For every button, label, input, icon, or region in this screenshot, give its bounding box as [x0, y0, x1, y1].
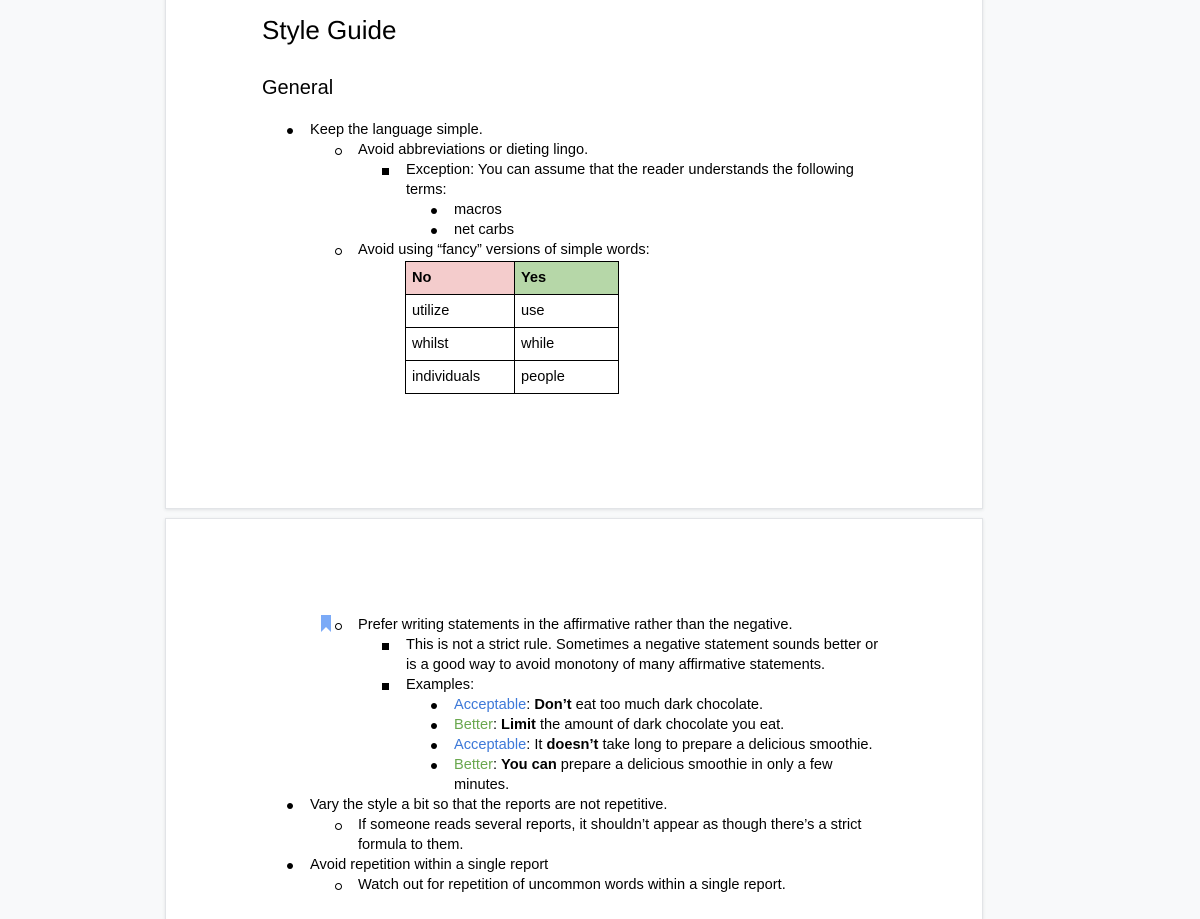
bookmark-icon[interactable] [321, 615, 331, 632]
example-item [454, 715, 784, 735]
bullet-square-icon [382, 635, 389, 655]
table-header-no: No [406, 262, 515, 295]
list-item: Examples: [406, 677, 475, 693]
bullet-circle-icon [335, 140, 342, 160]
list-item: If someone reads several reports, it shouldn’t appear as though there’s a strict [358, 817, 862, 833]
example-item [454, 695, 763, 715]
example-post: eat too much dark chocolate. [571, 697, 764, 713]
table-cell: individuals [406, 361, 515, 394]
list-item: This is not a strict rule. Sometimes a negative statement sounds better or [406, 637, 879, 653]
example-bold: Don’t [534, 697, 572, 713]
document-page-1 [166, 0, 982, 508]
separator: : [526, 737, 535, 753]
section-heading-general: General [262, 77, 334, 99]
better-label: Better [454, 757, 493, 773]
list-item: Exception: You can assume that the reader understands the following [406, 162, 854, 178]
better-label: Better [454, 717, 493, 733]
example-pre: It [534, 737, 547, 753]
bullet-disc-icon [287, 120, 293, 140]
list-item: Avoid repetition within a single report [310, 857, 549, 873]
list-item: Avoid abbreviations or dieting lingo. [358, 142, 589, 158]
example-bold: doesn’t [546, 737, 599, 753]
separator: : [492, 717, 502, 733]
example-continuation: minutes. [454, 777, 510, 793]
list-item: Keep the language simple. [310, 122, 483, 138]
separator: : [492, 757, 502, 773]
bullet-square-icon [382, 160, 389, 180]
list-item-continuation: is a good way to avoid monotony of many affirmative statements. [406, 657, 826, 673]
example-post: the amount of dark chocolate you eat. [535, 717, 785, 733]
example-bold: Limit [501, 717, 536, 733]
table-header-yes: Yes [515, 262, 619, 295]
table-header-row [406, 262, 619, 295]
example-item [454, 755, 833, 775]
bullet-circle-icon [335, 615, 342, 635]
list-item: Avoid using “fancy” versions of simple words: [358, 242, 650, 258]
bullet-square-icon [382, 675, 389, 695]
bullet-circle-icon [335, 875, 342, 895]
example-bold: You can [501, 757, 557, 773]
table-row [406, 361, 619, 394]
list-item: Vary the style a bit so that the reports are not repetitive. [310, 797, 668, 813]
example-item [454, 735, 873, 755]
list-item: net carbs [454, 222, 515, 238]
table-cell: use [515, 295, 619, 328]
list-item: macros [454, 202, 502, 218]
document-title: Style Guide [262, 15, 397, 45]
table-cell: people [515, 361, 619, 394]
bullet-disc-icon [431, 220, 437, 240]
list-item: Prefer writing statements in the affirmative rather than the negative. [358, 617, 793, 633]
bullet-disc-icon [431, 735, 437, 755]
table-cell: whilst [406, 328, 515, 361]
table-row [406, 328, 619, 361]
acceptable-label: Acceptable [454, 737, 527, 753]
word-comparison-table [405, 261, 619, 394]
bullet-disc-icon [287, 855, 293, 875]
bullet-disc-icon [431, 715, 437, 735]
table-row [406, 295, 619, 328]
example-post: prepare a delicious smoothie in only a few [556, 757, 833, 773]
bullet-disc-icon [431, 200, 437, 220]
list-item-continuation: terms: [406, 182, 447, 198]
bullet-circle-icon [335, 240, 342, 260]
bullet-disc-icon [287, 795, 293, 815]
table-cell: utilize [406, 295, 515, 328]
example-post: take long to prepare a delicious smoothie. [598, 737, 873, 753]
table-cell: while [515, 328, 619, 361]
list-item: Watch out for repetition of uncommon words within a single report. [358, 877, 786, 893]
separator: : [526, 697, 535, 713]
bullet-disc-icon [431, 755, 437, 775]
document-page-2 [166, 519, 982, 919]
acceptable-label: Acceptable [454, 697, 527, 713]
bullet-circle-icon [335, 815, 342, 835]
list-item-continuation: formula to them. [358, 837, 464, 853]
bullet-disc-icon [431, 695, 437, 715]
